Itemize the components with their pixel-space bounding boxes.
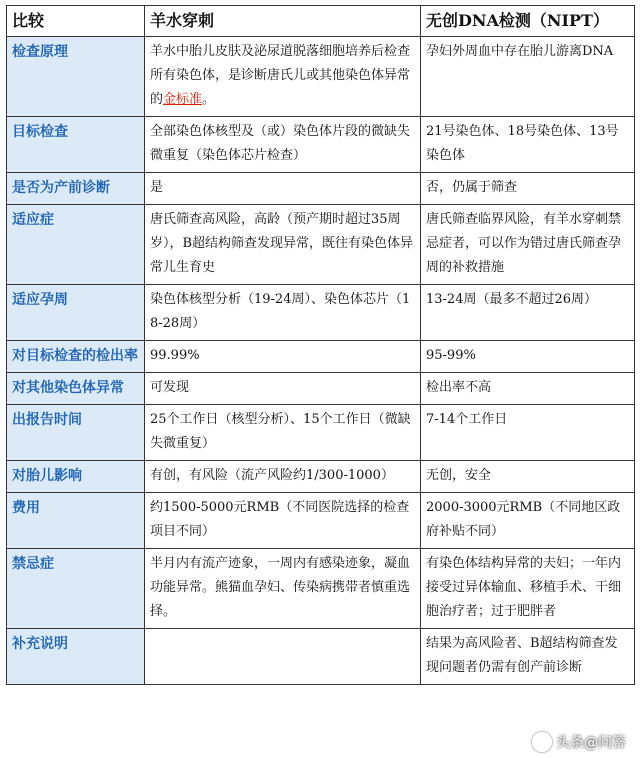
amnio-cell: 约1500-5000元RMB（不同医院选择的检查项目不同） bbox=[145, 493, 421, 549]
row-label: 是否为产前诊断 bbox=[7, 173, 145, 205]
gold-standard-link[interactable]: 金标准 bbox=[163, 92, 203, 107]
row-label: 对胎儿影响 bbox=[7, 461, 145, 493]
table-row bbox=[7, 285, 635, 341]
table-row bbox=[7, 173, 635, 205]
table-row bbox=[7, 493, 635, 549]
nipt-cell: 有染色体结构异常的夫妇；一年内接受过异体输血、移植手术、干细胞治疗者；过于肥胖者 bbox=[421, 549, 635, 629]
nipt-cell: 13-24周（最多不超过26周） bbox=[421, 285, 635, 341]
header-amniocentesis: 羊水穿刺 bbox=[145, 6, 421, 37]
row-label: 对目标检查的检出率 bbox=[7, 341, 145, 373]
header-compare: 比较 bbox=[7, 6, 145, 37]
nipt-cell: 唐氏筛查临界风险，有羊水穿刺禁忌症者，可以作为错过唐氏筛查孕周的补救措施 bbox=[421, 205, 635, 285]
amnio-cell: 是 bbox=[145, 173, 421, 205]
amnio-cell: 唐氏筛查高风险，高龄（预产期时超过35周岁），B超结构筛查发现异常，既往有染色体异常儿生育史 bbox=[145, 205, 421, 285]
nipt-cell: 21号染色体、18号染色体、13号染色体 bbox=[421, 117, 635, 173]
cell-text-suffix: 。 bbox=[202, 92, 216, 107]
nipt-cell: 结果为高风险者、B超结构筛查发现问题者仍需有创产前诊断 bbox=[421, 629, 635, 685]
logo-circle-icon bbox=[532, 732, 552, 752]
table-row bbox=[7, 117, 635, 173]
watermark bbox=[532, 732, 626, 752]
nipt-cell: 无创，安全 bbox=[421, 461, 635, 493]
table-row bbox=[7, 629, 635, 685]
header-nipt: 无创DNA检测（NIPT） bbox=[421, 6, 635, 37]
table-row bbox=[7, 205, 635, 285]
amnio-cell: 半月内有流产迹象，一周内有感染迹象，凝血功能异常。熊猫血孕妇、传染病携带者慎重选择。 bbox=[145, 549, 421, 629]
header-row bbox=[7, 6, 635, 37]
amnio-cell bbox=[145, 629, 421, 685]
amnio-cell: 可发现 bbox=[145, 373, 421, 405]
comparison-table bbox=[6, 5, 635, 685]
table-row bbox=[7, 405, 635, 461]
amnio-cell: 有创，有风险（流产风险约1/300-1000） bbox=[145, 461, 421, 493]
nipt-cell: 检出率不高 bbox=[421, 373, 635, 405]
amnio-cell: 全部染色体核型及（或）染色体片段的微缺失微重复（染色体芯片检查） bbox=[145, 117, 421, 173]
table-row bbox=[7, 461, 635, 493]
row-label: 适应孕周 bbox=[7, 285, 145, 341]
amnio-cell: 25个工作日（核型分析）、15个工作日（微缺失微重复） bbox=[145, 405, 421, 461]
row-label: 检查原理 bbox=[7, 37, 145, 117]
nipt-cell: 2000-3000元RMB（不同地区政府补贴不同） bbox=[421, 493, 635, 549]
watermark-text: 头条@问答 bbox=[556, 735, 626, 751]
row-label: 费用 bbox=[7, 493, 145, 549]
row-label: 禁忌症 bbox=[7, 549, 145, 629]
nipt-cell: 95-99% bbox=[421, 341, 635, 373]
row-label: 补充说明 bbox=[7, 629, 145, 685]
row-label: 目标检查 bbox=[7, 117, 145, 173]
nipt-cell: 孕妇外周血中存在胎儿游离DNA bbox=[421, 37, 635, 117]
row-label: 对其他染色体异常 bbox=[7, 373, 145, 405]
table-row bbox=[7, 549, 635, 629]
row-label: 适应症 bbox=[7, 205, 145, 285]
row-label: 出报告时间 bbox=[7, 405, 145, 461]
nipt-cell: 否，仍属于筛查 bbox=[421, 173, 635, 205]
amnio-cell: 染色体核型分析（19-24周）、染色体芯片（18-28周） bbox=[145, 285, 421, 341]
amnio-cell bbox=[145, 37, 421, 117]
cell-text: 羊水中胎儿皮肤及泌尿道脱落细胞培养后检查所有染色体，是诊断唐氏儿或其他染色体异常的 bbox=[150, 44, 411, 107]
amnio-cell: 99.99% bbox=[145, 341, 421, 373]
table-row bbox=[7, 373, 635, 405]
table-row bbox=[7, 37, 635, 117]
nipt-cell: 7-14个工作日 bbox=[421, 405, 635, 461]
table-row bbox=[7, 341, 635, 373]
